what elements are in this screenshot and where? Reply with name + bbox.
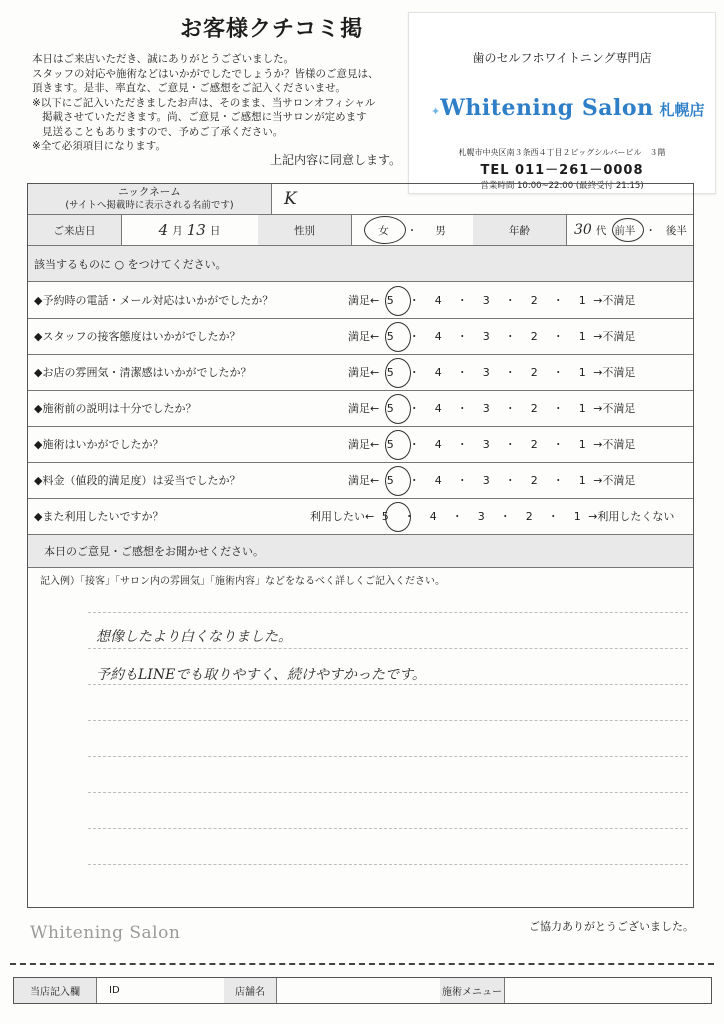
staff-use-box bbox=[13, 977, 712, 1004]
store-tel: TEL 011－261－0008 bbox=[480, 163, 644, 178]
scale-5[interactable]: 5 bbox=[386, 437, 394, 451]
visit-row bbox=[28, 215, 693, 246]
question-row bbox=[28, 498, 693, 535]
intro-line: 見送ることもありますので、予めご了承ください。 bbox=[42, 125, 284, 138]
rating-circle bbox=[385, 358, 411, 388]
scale-dot: ・ bbox=[408, 330, 420, 343]
question-row bbox=[28, 390, 693, 427]
comment-area[interactable] bbox=[28, 568, 693, 906]
comment-example: 記入例）「接客」「サロン内の雰囲気」「施術内容」などをなるべく詳しくご記入ください。 bbox=[40, 576, 445, 587]
scale-2[interactable]: 2 bbox=[530, 473, 538, 487]
nickname-value[interactable]: K bbox=[284, 189, 297, 209]
scale-4[interactable]: 4 bbox=[434, 473, 442, 487]
scale-2[interactable]: 2 bbox=[530, 437, 538, 451]
agree-text: 上記内容に同意します。 bbox=[270, 153, 402, 167]
visit-day: 13 bbox=[186, 221, 206, 239]
rating-scale[interactable] bbox=[310, 498, 674, 534]
intro-text bbox=[32, 52, 379, 154]
scale-right: →不満足 bbox=[593, 438, 636, 451]
scale-1[interactable]: 1 bbox=[578, 437, 586, 451]
cut-line bbox=[10, 963, 714, 965]
scale-dot: ・ bbox=[504, 438, 516, 451]
visit-date[interactable] bbox=[121, 215, 258, 245]
scale-4[interactable]: 4 bbox=[429, 509, 437, 523]
question-row bbox=[28, 318, 693, 355]
scale-dot: ・ bbox=[504, 330, 516, 343]
scale-dot: ・ bbox=[456, 294, 468, 307]
footer-logo-text: Whitening Salon bbox=[30, 923, 181, 943]
scale-1[interactable]: 1 bbox=[578, 473, 586, 487]
scale-dot: ・ bbox=[547, 510, 559, 523]
rating-circle bbox=[385, 322, 411, 352]
rating-circle bbox=[385, 466, 411, 496]
scale-dot: ・ bbox=[504, 474, 516, 487]
scale-dot: ・ bbox=[408, 294, 420, 307]
scale-dot: ・ bbox=[552, 330, 564, 343]
age-value: 30 bbox=[574, 222, 592, 238]
comment-line: 予約もLINEでも取りやすく、続けやすかったです。 bbox=[96, 667, 426, 683]
scale-5[interactable]: 5 bbox=[386, 365, 394, 379]
gender-male[interactable]: 男 bbox=[435, 224, 446, 237]
rating-circle bbox=[385, 394, 411, 424]
scale-dot: ・ bbox=[499, 510, 511, 523]
scale-left: 満足← bbox=[348, 474, 380, 487]
scale-dot: ・ bbox=[456, 402, 468, 415]
question-row bbox=[28, 426, 693, 463]
scale-2[interactable]: 2 bbox=[530, 401, 538, 415]
gender-label: 性別 bbox=[258, 215, 351, 245]
intro-line: 頂きます。是非、率直な、ご意見・ご感想をご記入くださいませ。 bbox=[32, 82, 346, 94]
sparkle-icon: ✦ bbox=[431, 105, 441, 118]
nickname-row bbox=[28, 184, 693, 215]
visit-month-unit: 月 bbox=[172, 224, 183, 237]
scale-3[interactable]: 3 bbox=[482, 473, 490, 487]
age-unit: 代 bbox=[595, 224, 607, 237]
scale-dot: ・ bbox=[552, 366, 564, 379]
scale-1[interactable]: 1 bbox=[578, 365, 586, 379]
scale-2[interactable]: 2 bbox=[530, 293, 538, 307]
instruction-text: 該当するものに ○ をつけてください。 bbox=[34, 257, 227, 271]
scale-dot: ・ bbox=[408, 402, 420, 415]
scale-1[interactable]: 1 bbox=[578, 329, 586, 343]
scale-4[interactable]: 4 bbox=[434, 401, 442, 415]
scale-5[interactable]: 5 bbox=[386, 293, 394, 307]
store-logo bbox=[431, 95, 705, 121]
scale-right: →不満足 bbox=[593, 474, 636, 487]
store-label: 店舗名 bbox=[224, 978, 276, 1003]
intro-line: 本日はご来店いただき、誠にありがとうございました。 bbox=[32, 53, 295, 65]
scale-4[interactable]: 4 bbox=[434, 437, 442, 451]
logo-city: 札幌店 bbox=[659, 101, 705, 119]
question-row bbox=[28, 354, 693, 391]
scale-dot: ・ bbox=[552, 294, 564, 307]
scale-dot: ・ bbox=[451, 510, 463, 523]
scale-3[interactable]: 3 bbox=[482, 437, 490, 451]
scale-5[interactable]: 5 bbox=[386, 329, 394, 343]
survey-form bbox=[27, 183, 694, 908]
visit-label: ご来店日 bbox=[28, 215, 121, 245]
store-sticker bbox=[408, 12, 716, 194]
scale-dot: ・ bbox=[504, 402, 516, 415]
scale-3[interactable]: 3 bbox=[477, 509, 485, 523]
footer-logo bbox=[30, 923, 180, 943]
staff-label: 当店記入欄 bbox=[14, 978, 96, 1003]
question-row bbox=[28, 462, 693, 499]
gender-sep: ・ bbox=[406, 224, 418, 237]
menu-label: 施術メニュー bbox=[440, 978, 504, 1003]
age-circle bbox=[612, 218, 644, 242]
scale-dot: ・ bbox=[456, 474, 468, 487]
form-title: お客様クチコミ掲 bbox=[180, 17, 364, 42]
scale-3[interactable]: 3 bbox=[482, 401, 490, 415]
scale-right: →不満足 bbox=[593, 294, 636, 307]
scale-dot: ・ bbox=[408, 366, 420, 379]
scale-dot: ・ bbox=[552, 438, 564, 451]
store-address: 札幌市中央区南３条西４丁目２ビッグシルバービル ３階 bbox=[458, 148, 666, 157]
scale-2[interactable]: 2 bbox=[530, 365, 538, 379]
scale-1[interactable]: 1 bbox=[578, 401, 586, 415]
nickname-label-text: ニックネーム bbox=[118, 186, 181, 198]
scale-left: 利用したい← bbox=[310, 510, 375, 523]
question-label: ◆スタッフの接客態度はいかがでしたか？ bbox=[34, 330, 241, 343]
question-label: ◆予約時の電話・メール対応はいかがでしたか？ bbox=[34, 294, 274, 307]
age-sep: ・ bbox=[645, 224, 656, 237]
scale-dot: ・ bbox=[552, 474, 564, 487]
intro-line: ※以下にご記入いただきましたお声は、そのまま、当サロンオフィシャル bbox=[32, 96, 376, 109]
scale-1[interactable]: 1 bbox=[573, 509, 581, 523]
intro-line: ※全て必須項目になります。 bbox=[32, 140, 166, 152]
scale-dot: ・ bbox=[552, 402, 564, 415]
scale-right: →利用したくない bbox=[588, 510, 675, 523]
scale-3[interactable]: 3 bbox=[482, 329, 490, 343]
age-first-half[interactable]: 前半 bbox=[614, 224, 636, 237]
scale-right: →不満足 bbox=[593, 366, 636, 379]
scale-dot: ・ bbox=[456, 366, 468, 379]
rating-circle bbox=[385, 430, 411, 460]
scale-dot: ・ bbox=[408, 438, 420, 451]
scale-5[interactable]: 5 bbox=[386, 401, 394, 415]
rating-circle bbox=[385, 502, 411, 532]
question-label: ◆また利用したいですか？ bbox=[34, 510, 164, 523]
scale-right: →不満足 bbox=[593, 402, 636, 415]
comment-heading-row bbox=[28, 535, 693, 568]
scale-dot: ・ bbox=[504, 294, 516, 307]
scale-3[interactable]: 3 bbox=[482, 293, 490, 307]
scale-5[interactable]: 5 bbox=[386, 473, 394, 487]
scale-1[interactable]: 1 bbox=[578, 293, 586, 307]
scale-right: →不満足 bbox=[593, 330, 636, 343]
visit-day-unit: 日 bbox=[209, 224, 221, 237]
scale-left: 満足← bbox=[348, 438, 380, 451]
instruction-row bbox=[28, 246, 693, 282]
question-label: ◆料金（値段的満足度）は妥当でしたか？ bbox=[34, 474, 241, 487]
scale-2[interactable]: 2 bbox=[530, 329, 538, 343]
gender-circle bbox=[364, 216, 406, 244]
scale-4[interactable]: 4 bbox=[434, 365, 442, 379]
scale-left: 満足← bbox=[348, 330, 380, 343]
scale-left: 満足← bbox=[348, 402, 380, 415]
thanks-text: ご協力ありがとうございました。 bbox=[529, 920, 694, 933]
gender-female[interactable]: 女 bbox=[378, 224, 389, 237]
age-label: 年齢 bbox=[473, 215, 566, 245]
question-label: ◆お店の雰囲気・清潔感はいかがでしたか？ bbox=[34, 366, 252, 379]
nickname-label bbox=[28, 184, 271, 214]
intro-line: 掲載させていただきます。尚、ご意見・ご感想に当サロンが定めます bbox=[42, 111, 367, 123]
logo-text: Whitening Salon bbox=[440, 95, 654, 121]
nickname-label-note: (サイトへ掲載時に表示される名前です) bbox=[65, 200, 234, 211]
id-label: ID bbox=[109, 985, 120, 996]
question-label: ◆施術はいかがでしたか？ bbox=[34, 438, 164, 451]
scale-dot: ・ bbox=[456, 438, 468, 451]
sticker-heading: 歯のセルフホワイトニング専門店 bbox=[472, 51, 652, 65]
rating-circle bbox=[385, 286, 411, 316]
scale-dot: ・ bbox=[456, 330, 468, 343]
comment-heading: 本日のご意見・ご感想をお聞かせください。 bbox=[44, 545, 264, 558]
scale-left: 満足← bbox=[348, 294, 380, 307]
age-second-half[interactable]: 後半 bbox=[665, 224, 687, 237]
question-row bbox=[28, 282, 693, 319]
visit-month: 4 bbox=[158, 221, 169, 239]
scale-left: 満足← bbox=[348, 366, 380, 379]
comment-line: 想像したより白くなりました。 bbox=[96, 629, 292, 645]
scale-dot: ・ bbox=[403, 510, 415, 523]
question-label: ◆施術前の説明は十分でしたか？ bbox=[34, 402, 197, 415]
scale-dot: ・ bbox=[504, 366, 516, 379]
scale-4[interactable]: 4 bbox=[434, 329, 442, 343]
scale-dot: ・ bbox=[408, 474, 420, 487]
store-hours: 営業時間 10:00~22:00 (最終受付 21:15) bbox=[480, 181, 644, 191]
intro-line: スタッフの対応や施術などはいかがでしたでしょうか？皆様のご意見は、 bbox=[32, 67, 379, 80]
scale-5[interactable]: 5 bbox=[381, 509, 389, 523]
scale-2[interactable]: 2 bbox=[525, 509, 533, 523]
scale-3[interactable]: 3 bbox=[482, 365, 490, 379]
scale-4[interactable]: 4 bbox=[434, 293, 442, 307]
